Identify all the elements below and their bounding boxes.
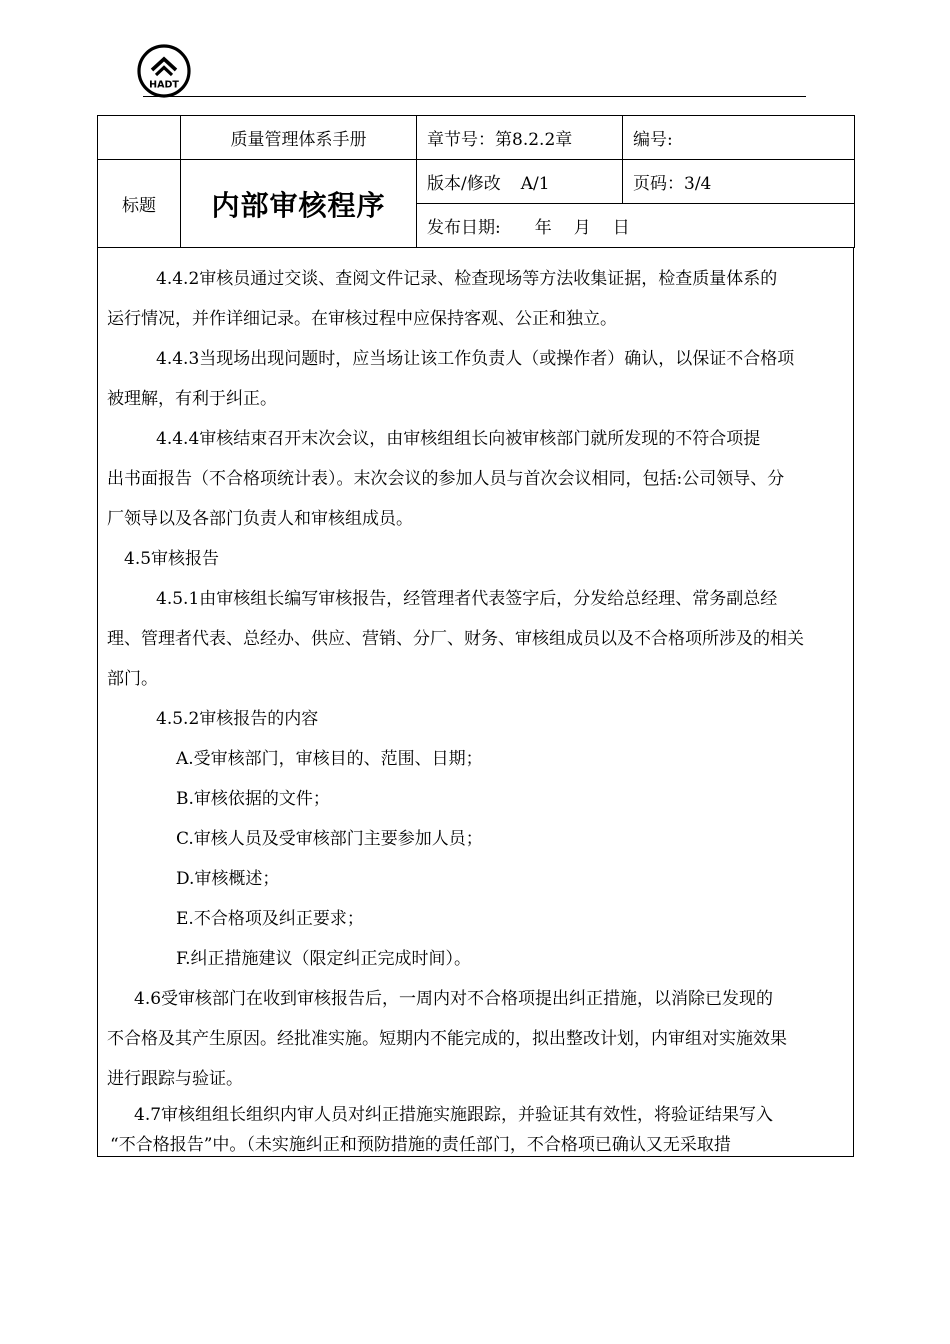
version-value: A/1 — [520, 174, 550, 194]
list-item: B.审核依据的文件； — [176, 789, 330, 809]
list-item: D.审核概述； — [176, 869, 280, 889]
hadt-logo — [137, 44, 191, 98]
header-rule — [143, 96, 806, 97]
version-label: 版本/修改 — [427, 174, 501, 194]
manual-name: 质量管理体系手册 — [181, 116, 417, 160]
list-item: A.受审核部门，审核目的、范围、日期； — [176, 749, 483, 769]
text-line: 4.4.4审核结束召开末次会议，由审核组组长向被审核部门就所发现的不符合项提 — [156, 429, 761, 449]
text-line: 被理解，有利于纠正。 — [107, 389, 277, 409]
text-line: 4.4.3当现场出现问题时，应当场让该工作负责人（或操作者）确认，以保证不合格项 — [156, 349, 795, 369]
text-line: 不合格及其产生原因。经批准实施。短期内不能完成的，拟出整改计划，内审组对实施效果 — [107, 1029, 787, 1049]
list-item: C.审核人员及受审核部门主要参加人员； — [176, 829, 483, 849]
text-line: 4.7审核组组长组织内审人员对纠正措施实施跟踪，并验证其有效性，将验证结果写入 — [134, 1105, 774, 1125]
text-line: 4.6受审核部门在收到审核报告后，一周内对不合格项提出纠正措施，以消除已发现的 — [134, 989, 774, 1009]
document-body — [97, 248, 854, 1157]
text-line: 厂领导以及各部门负责人和审核组成员。 — [107, 509, 413, 529]
version-cell — [417, 160, 623, 204]
document-number: 编号: — [623, 116, 855, 160]
release-date-label: 发布日期: — [427, 218, 501, 238]
release-date-year: 年 — [534, 218, 552, 238]
document-header-table — [97, 115, 855, 248]
text-line: 4.4.2审核员通过交谈、查阅文件记录、检查现场等方法收集证据，检查质量体系的 — [156, 269, 778, 289]
list-item: E.不合格项及纠正要求； — [176, 909, 364, 929]
text-line: 4.5.2审核报告的内容 — [156, 709, 319, 729]
page-number: 页码：3/4 — [623, 160, 855, 204]
text-line: 出书面报告（不合格项统计表）。末次会议的参加人员与首次会议相同，包括:公司领导、分 — [107, 469, 785, 489]
text-line: 理、管理者代表、总经办、供应、营销、分厂、财务、审核组成员以及不合格项所涉及的相关 — [107, 629, 804, 649]
list-item: F.纠正措施建议（限定纠正完成时间）。 — [176, 949, 472, 969]
document-title: 内部审核程序 — [181, 160, 417, 248]
text-line: 运行情况，并作详细记录。在审核过程中应保持客观、公正和独立。 — [107, 309, 617, 329]
text-line: 部门。 — [107, 669, 158, 689]
header-empty-cell — [98, 116, 181, 160]
chapter-number: 章节号：第8.2.2章 — [417, 116, 623, 160]
text-line: 4.5.1由审核组长编写审核报告，经管理者代表签字后，分发给总经理、常务副总经 — [156, 589, 778, 609]
text-line: 进行跟踪与验证。 — [107, 1069, 243, 1089]
release-date-month: 月 — [573, 218, 591, 238]
section-heading: 4.5审核报告 — [124, 549, 220, 569]
release-date-cell — [417, 204, 855, 248]
release-date-day: 日 — [612, 218, 630, 238]
text-line: “不合格报告”中。（未实施纠正和预防措施的责任部门，不合格项已确认又无采取措 — [110, 1135, 731, 1155]
title-label: 标题 — [98, 160, 181, 248]
logo-text: HADT — [149, 79, 179, 91]
